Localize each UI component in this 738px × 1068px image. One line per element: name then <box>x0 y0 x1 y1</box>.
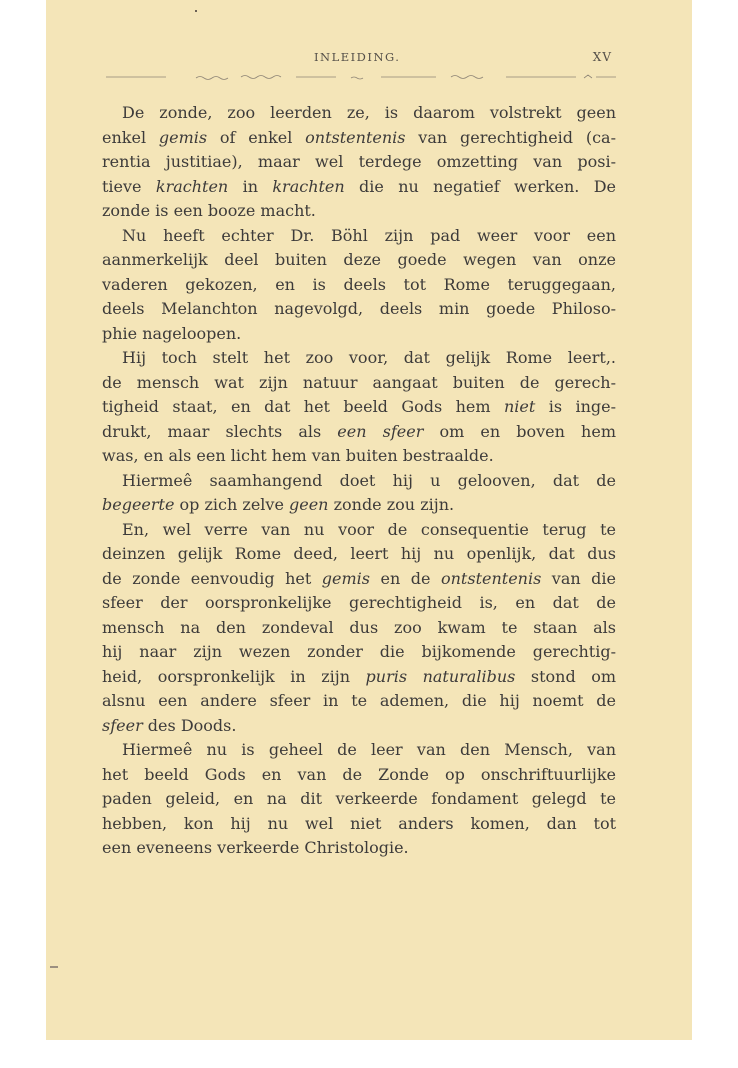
text-run: hij naar zijn wezen zonder die bijkomende gerechtig- <box>102 642 616 661</box>
text-line <box>102 224 616 249</box>
text-run: tieve <box>102 176 156 196</box>
text-run: deinzen gelijk Rome deed, leert hij nu openlijk, dat dus <box>102 544 616 563</box>
text-line <box>102 689 616 714</box>
text-line <box>102 199 616 224</box>
text-run: mensch na den zondeval dus zoo kwam te staan als <box>102 617 616 637</box>
text-line <box>102 322 616 347</box>
text-run: tigheid staat, en dat het beeld Gods hem <box>102 397 504 416</box>
italic-text: geen <box>289 495 329 514</box>
text-run: phie nageloopen. <box>102 323 242 343</box>
italic-text: krachten <box>155 176 229 196</box>
text-run: heid, oorspronkelijk in zijn <box>102 666 366 686</box>
italic-text: gemis <box>158 127 208 147</box>
text-run: zonde zou zijn. <box>328 495 455 514</box>
text-line <box>102 787 616 812</box>
text-line <box>102 836 616 861</box>
text-line <box>102 518 616 543</box>
page-number: XV <box>592 50 612 64</box>
text-run: stond om <box>515 666 617 686</box>
text-run: Nu heeft echter Dr. Böhl zijn pad weer voor een <box>122 225 616 245</box>
text-run: rentia justitiae), maar wel terdege omzetting van posi- <box>102 152 616 171</box>
text-run: sfeer der oorspronkelijke gerechtigheid is, en dat de <box>102 593 616 612</box>
text-run: van die <box>541 568 616 588</box>
text-run: enkel <box>102 127 159 147</box>
text-line <box>102 420 616 445</box>
text-run: vaderen gekozen, en is deels tot Rome teruggegaan, <box>102 274 616 294</box>
body-text <box>102 101 616 861</box>
text-line <box>102 248 616 273</box>
italic-text: krachten <box>272 176 345 196</box>
text-run: drukt, maar slechts als <box>102 421 338 441</box>
text-line <box>102 371 616 396</box>
italic-text: sfeer <box>102 715 143 735</box>
running-head <box>46 50 692 68</box>
text-line <box>102 297 616 322</box>
text-line <box>102 395 616 420</box>
text-run: de mensch wat zijn natuur aangaat buiten de gerech- <box>102 372 616 392</box>
text-line <box>102 542 616 567</box>
text-line <box>102 273 616 298</box>
text-line <box>102 763 616 788</box>
text-line <box>102 469 616 494</box>
text-run: aanmerkelijk deel buiten deze goede wegen van onze <box>102 250 616 269</box>
running-head-title: INLEIDING. <box>314 50 401 64</box>
text-line <box>102 175 616 200</box>
text-line <box>102 126 616 151</box>
italic-text: een sfeer <box>337 421 424 441</box>
text-run: is inge- <box>535 397 616 416</box>
text-run: hebben, kon hij nu wel niet anders komen, dan tot <box>102 813 616 833</box>
text-line <box>102 640 616 665</box>
text-line <box>102 101 616 126</box>
text-run: deels Melanchton nagevolgd, deels min goede Philoso- <box>102 299 616 318</box>
text-line <box>102 812 616 837</box>
text-run: was, en als een licht hem van buiten bestraalde. <box>102 446 494 465</box>
text-line <box>102 493 616 518</box>
text-run: of enkel <box>207 127 306 147</box>
text-run: en de <box>370 568 441 588</box>
italic-text: puris naturalibus <box>365 666 516 686</box>
text-run: op zich zelve <box>174 495 289 514</box>
text-line <box>102 714 616 739</box>
text-run: Hiermeê saamhangend doet hij u gelooven, dat de <box>122 470 616 490</box>
text-run: des Doods. <box>142 715 237 735</box>
ornamental-rule <box>106 74 616 80</box>
book-page <box>46 0 692 1040</box>
text-run: om en boven hem <box>423 421 617 441</box>
italic-text: ontstentenis <box>305 127 406 147</box>
text-run: die nu negatief werken. De <box>344 176 617 196</box>
text-line <box>102 665 616 690</box>
text-line <box>102 738 616 763</box>
italic-text: ontstentenis <box>440 568 542 588</box>
text-run: van gerechtigheid (ca- <box>405 127 616 147</box>
italic-text: gemis <box>321 568 371 588</box>
margin-mark <box>50 966 58 968</box>
text-run: zonde is een booze macht. <box>102 201 316 220</box>
italic-text: begeerte <box>102 495 175 514</box>
text-line <box>102 346 616 371</box>
text-line <box>102 591 616 616</box>
text-line <box>102 444 616 469</box>
text-run: alsnu een andere sfeer in te ademen, die hij noemt de <box>102 691 616 710</box>
text-run: een eveneens verkeerde Christologie. <box>102 838 409 857</box>
text-line <box>102 150 616 175</box>
text-run: Hiermeê nu is geheel de leer van den Mensch, van <box>122 740 616 759</box>
italic-text: niet <box>503 397 536 416</box>
text-run: Hij toch stelt het zoo voor, dat gelijk Rome leert,. <box>122 348 616 367</box>
paper-speck <box>195 10 197 12</box>
text-run: het beeld Gods en van de Zonde op onschriftuurlijke <box>102 764 616 784</box>
text-line <box>102 616 616 641</box>
text-run: paden geleid, en na dit verkeerde fondament gelegd te <box>102 789 616 808</box>
text-run: de zonde eenvoudig het <box>102 568 322 588</box>
text-run: De zonde, zoo leerden ze, is daarom volstrekt geen <box>122 103 616 122</box>
text-run: En, wel verre van nu voor de consequentie terug te <box>122 519 616 539</box>
text-run: in <box>228 176 273 196</box>
text-line <box>102 567 616 592</box>
